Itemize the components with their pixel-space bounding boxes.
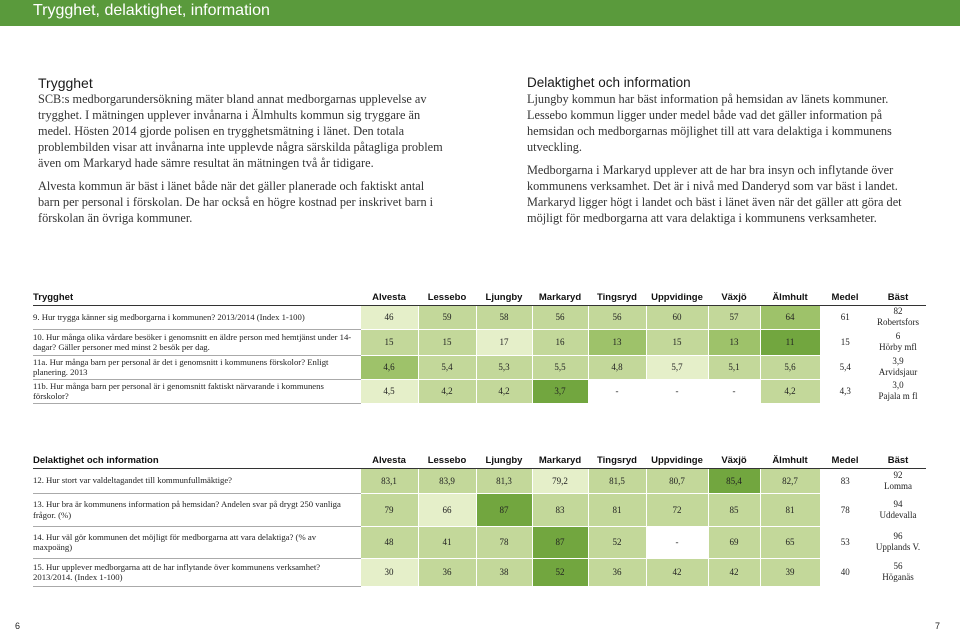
value-cell: 38 (476, 558, 532, 586)
table-row (33, 305, 926, 329)
value-cell: 85 (708, 493, 760, 526)
trygghet-table (33, 291, 926, 404)
bast-value: 56 (893, 561, 903, 571)
value-cell: 4,5 (360, 379, 418, 403)
bast-municipality: Höganäs (882, 572, 914, 582)
delaktighet-table (33, 454, 926, 587)
bast-municipality: Arvidsjaur (878, 367, 918, 377)
banner-title: Trygghet, delaktighet, information (33, 2, 270, 19)
medel-cell: 61 (840, 312, 850, 323)
bast-value: 96 (893, 531, 903, 541)
medel-cell: 5,4 (839, 362, 851, 372)
table-title: Trygghet (33, 291, 360, 305)
value-cell: 41 (418, 526, 476, 558)
delaktighet-paragraph-2: Medborgarna i Markaryd upplever att de har bra insyn och inflytande över kommunens verksamhet. Det är i nivå med Danderyd som var bäst i landet. Markaryd ligger högt i landet och bäst i länet även när det gäller att göra det möjligt för medborgarna att vara delaktiga i kommunens verksamheter. (527, 163, 902, 225)
question-cell: 10. Hur många olika vårdare besöker i genomsnitt en äldre person med hemtjänst under 14-dagar? Gäller personer med minst 2 besök per dag. (33, 329, 360, 355)
value-cell: 17 (476, 329, 532, 355)
column-header: Alvesta (360, 454, 418, 468)
bast-value: 3,9 (892, 356, 904, 366)
value-cell: 15 (360, 329, 418, 355)
value-cell: 48 (360, 526, 418, 558)
value-cell: 15 (646, 329, 708, 355)
bast-cell (870, 526, 926, 558)
column-header: Älmhult (760, 291, 820, 305)
bast-cell (870, 379, 926, 403)
value-cell: 4,2 (418, 379, 476, 403)
value-cell: 56 (588, 305, 646, 329)
value-cell: 11 (760, 329, 820, 355)
value-cell: 13 (588, 329, 646, 355)
value-cell: 81,3 (476, 468, 532, 493)
bast-municipality: Uddevalla (879, 509, 917, 520)
column-header: Tingsryd (588, 291, 646, 305)
column-header: Markaryd (532, 291, 588, 305)
question-cell: 13. Hur bra är kommunens information på hemsidan? Andelen svar på drygt 250 vanliga frågor. (%) (33, 493, 360, 526)
value-cell: 79 (360, 493, 418, 526)
value-cell: 4,2 (476, 379, 532, 403)
column-header: Tingsryd (588, 454, 646, 468)
value-cell: 3,7 (532, 379, 588, 403)
page-number-left: 6 (15, 621, 21, 631)
value-cell: 81 (760, 493, 820, 526)
value-cell: - (646, 526, 708, 558)
value-cell: 79,2 (532, 468, 588, 493)
trygghet-paragraph-2: Alvesta kommun är bäst i länet både när det gäller planerade och faktiskt antal barn per personal i förskolan. De har också en högre kostnad per inskrivet barn i förskolan än övriga kommuner. (38, 179, 434, 225)
value-cell: 16 (532, 329, 588, 355)
column-header: Växjö (708, 454, 760, 468)
value-cell: 13 (708, 329, 760, 355)
value-cell: 15 (418, 329, 476, 355)
value-cell: 4,8 (588, 355, 646, 379)
value-cell: 4,6 (360, 355, 418, 379)
value-cell: 39 (760, 558, 820, 586)
value-cell: 64 (760, 305, 820, 329)
medel-cell: 40 (840, 567, 850, 577)
value-cell: 36 (588, 558, 646, 586)
column-header: Medel (820, 454, 870, 468)
column-header: Ljungby (476, 291, 532, 305)
value-cell: 52 (588, 526, 646, 558)
column-header: Växjö (708, 291, 760, 305)
value-cell: 66 (418, 493, 476, 526)
value-cell: 80,7 (646, 468, 708, 493)
page-number-right: 7 (935, 621, 941, 631)
table-row (33, 526, 926, 558)
medel-cell: 53 (840, 537, 850, 547)
bast-cell (870, 468, 926, 493)
column-header: Markaryd (532, 454, 588, 468)
column-header: Lessebo (418, 291, 476, 305)
value-cell: 36 (418, 558, 476, 586)
table-header-row (33, 291, 926, 305)
value-cell: 4,2 (760, 379, 820, 403)
value-cell: - (588, 379, 646, 403)
value-cell: 52 (532, 558, 588, 586)
value-cell: 5,6 (760, 355, 820, 379)
delaktighet-paragraph-1: Ljungby kommun har bäst information på hemsidan av länets kommuner. Lessebo kommun ligger under medel både vad det gäller information på hemsidan och medborgarnas möjlighet till att vara delaktiga i kommunens utveckling. (527, 92, 892, 154)
medel-cell: 78 (840, 504, 850, 515)
bast-value: 92 (893, 469, 903, 480)
column-header: Alvesta (360, 291, 418, 305)
trygghet-section (38, 75, 448, 226)
value-cell: 5,5 (532, 355, 588, 379)
question-cell: 11a. Hur många barn per personal är det i genomsnitt i kommunens förskolor? Enligt planering. 2013 (33, 355, 360, 379)
value-cell: 81,5 (588, 468, 646, 493)
value-cell: 5,7 (646, 355, 708, 379)
medel-cell: 4,3 (839, 386, 851, 396)
value-cell: 87 (532, 526, 588, 558)
value-cell: 56 (532, 305, 588, 329)
table-row (33, 468, 926, 493)
bast-municipality: Robertsfors (877, 317, 919, 328)
trygghet-heading: Trygghet (38, 75, 93, 91)
question-cell: 9. Hur trygga känner sig medborgarna i kommunen? 2013/2014 (Index 1-100) (33, 305, 360, 329)
table-title: Delaktighet och information (33, 454, 360, 468)
value-cell: 42 (646, 558, 708, 586)
value-cell: 72 (646, 493, 708, 526)
value-cell: 5,1 (708, 355, 760, 379)
bast-value: 82 (893, 306, 903, 317)
value-cell: 5,3 (476, 355, 532, 379)
value-cell: 83,9 (418, 468, 476, 493)
bast-value: 3,0 (892, 380, 904, 390)
value-cell: 82,7 (760, 468, 820, 493)
question-cell: 14. Hur väl gör kommunen det möjligt för medborgarna att vara delaktiga? (% av maxpoäng) (33, 526, 360, 558)
delaktighet-heading: Delaktighet och information (527, 75, 691, 90)
value-cell: 83,1 (360, 468, 418, 493)
bast-value: 94 (893, 498, 903, 509)
bast-municipality: Hörby mfl (879, 342, 917, 352)
value-cell: 81 (588, 493, 646, 526)
table-header-row (33, 454, 926, 468)
value-cell: 65 (760, 526, 820, 558)
bast-municipality: Pajala m fl (878, 391, 918, 401)
value-cell: 30 (360, 558, 418, 586)
bast-cell (870, 355, 926, 379)
column-header: Älmhult (760, 454, 820, 468)
bast-cell (870, 305, 926, 329)
bast-municipality: Upplands V. (875, 542, 921, 552)
table-row (33, 558, 926, 586)
value-cell: 60 (646, 305, 708, 329)
bast-cell (870, 493, 926, 526)
table-row (33, 493, 926, 526)
question-cell: 15. Hur upplever medborgarna att de har inflytande över kommunens verksamhet? 2013/2014. (Index 1-100) (33, 558, 360, 586)
column-header: Bäst (870, 291, 926, 305)
medel-cell: 15 (840, 337, 850, 347)
value-cell: 46 (360, 305, 418, 329)
delaktighet-section (527, 75, 927, 226)
column-header: Lessebo (418, 454, 476, 468)
value-cell: 83 (532, 493, 588, 526)
column-header: Uppvidinge (646, 291, 708, 305)
table-row (33, 379, 926, 403)
column-header: Ljungby (476, 454, 532, 468)
medel-cell: 83 (840, 475, 850, 486)
value-cell: 78 (476, 526, 532, 558)
bast-value: 6 (895, 331, 901, 341)
question-cell: 11b. Hur många barn per personal är i genomsnitt faktiskt närvarande i kommunens förskolor? (33, 379, 360, 403)
bast-cell (870, 329, 926, 355)
value-cell: 5,4 (418, 355, 476, 379)
value-cell: 57 (708, 305, 760, 329)
page-banner (0, 0, 960, 26)
value-cell: 85,4 (708, 468, 760, 493)
bast-municipality: Lomma (884, 480, 912, 491)
value-cell: - (708, 379, 760, 403)
value-cell: 59 (418, 305, 476, 329)
value-cell: 69 (708, 526, 760, 558)
trygghet-paragraph-1: SCB:s medborgarundersökning mäter bland annat medborgarnas upplevelse av trygghet. I mätningen upplever invånarna i Älmhults kommun sig tryggare än medel. Hösten 2014 gjorde polisen en trygghetsmätning i länet. Den totala problembilden visar att invånarna inte upplevde några särskilda påtagliga problem även om Markaryd hade sämre resultat än mätningen två år tidigare. (38, 92, 443, 170)
question-cell: 12. Hur stort var valdeltagandet till kommunfullmäktige? (33, 468, 360, 493)
column-header: Medel (820, 291, 870, 305)
column-header: Uppvidinge (646, 454, 708, 468)
column-header: Bäst (870, 454, 926, 468)
table-row (33, 329, 926, 355)
value-cell: 87 (476, 493, 532, 526)
bast-cell (870, 558, 926, 586)
table-row (33, 355, 926, 379)
value-cell: - (646, 379, 708, 403)
value-cell: 42 (708, 558, 760, 586)
value-cell: 58 (476, 305, 532, 329)
